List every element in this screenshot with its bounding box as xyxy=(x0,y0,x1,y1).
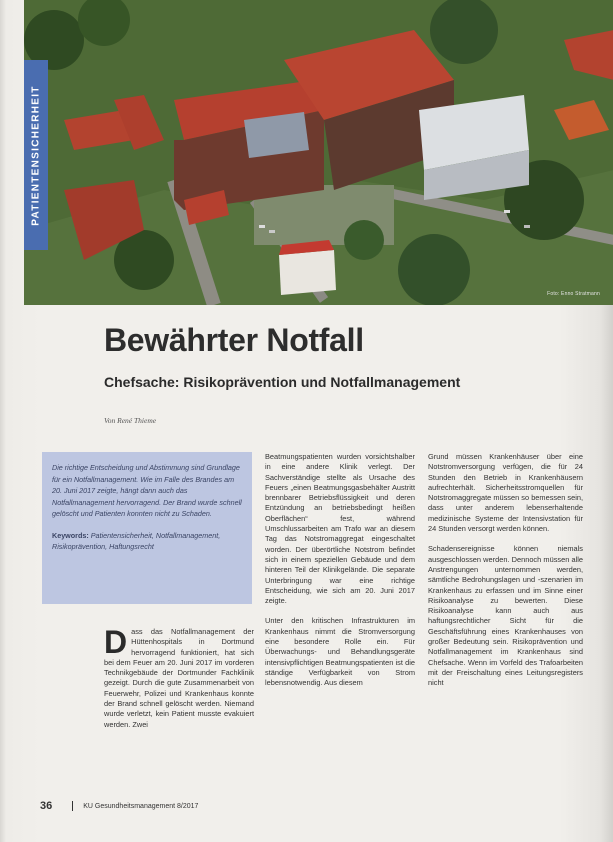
abstract-text: Die richtige Entscheidung und Abstimmung sind Grundlage für ein Notfallmanagement. Wie im Falle des Brandes am 20. Juni 2017 zeigte, hängt dann auch das Notfallmanagement hervorragend. Der Brand wurde schnell gelöscht und Patienten konnten nicht zu Schaden. xyxy=(52,463,242,518)
page-number: 36 xyxy=(40,800,53,812)
column-2-paragraph-2: Unter den kritischen Infrastrukturen im Krankenhaus nimmt die Stromversorgung eine besondere Rolle ein. Für Überwachungs- und Behandlungsgeräte intensivpflichtigen Beatmungspatienten ist die ständige Verfügbarkeit von Strom lebensnotwendig. Aus diesem xyxy=(265,616,415,688)
article-subtitle: Chefsache: Risikoprävention und Notfallmanagement xyxy=(104,374,461,390)
column-3-paragraph-1: Grund müssen Krankenhäuser über eine Notstromversorgung verfügen, die für 24 Stunden den Betrieb in Krankenhäusern aufrechterhält. Sicherheitsstromquellen für Notstromaggregate müssen so bemessen sein, dass unter anderem lebenserhaltende medizinische Systeme der Intensivstation für 24 Stunden versorgt werden können. xyxy=(428,452,583,534)
aerial-photo-drawing xyxy=(24,0,613,305)
page-footer xyxy=(40,800,588,812)
keywords xyxy=(52,530,242,553)
abstract-box xyxy=(42,452,252,604)
column-2-paragraph-1: Beatmungspatienten wurden vorsichtshalber in eine andere Klinik verlegt. Der Sachverständige stellte als Ursache des Feuers „einen Beatmungsgasbehälter Austritt brennbarer Betriebsflüssigkeit und deren Entzündung an betriebsbedingt heißen Oberflächen“ fest, während Umschlussarbeiten am Trafo war an diesem Tag das Notstromaggregat eingeschaltet worden. Der überörtliche Notstrom befindet sich in einem speziellen Gebäude und dem hinteren Teil der Klinikgelände. Die separate Unterbringung war eine richtige Entscheidung, wie sich am 20. Juni 2017 zeigte. xyxy=(265,452,415,606)
column-3-paragraph-2: Schadensereignisse können niemals ausgeschlossen werden. Dennoch müssen alle Anstrengungen unternommen werden, sämtliche Bedrohungslagen und -szenarien im Krankenhaus zu erfassen und im Sinne einer Risikoanalyse zu bewerten. Diese Risikoanalyse kann auch aus haftungsrechtlicher Sicht für die Geschäftsführung eines Krankenhauses von großer Bedeutung sein. Risikoprävention und Notfallmanagement im Krankenhaus sind Chefsache. Wenn im Vorfeld des Trafoarbeiten mit der Freischaltung eines Leitungsregisters nicht xyxy=(428,544,583,688)
footer-divider xyxy=(72,801,73,811)
article-headline: Bewährter Notfall xyxy=(104,322,364,358)
column-1-text: ass das Notfallmanagement der Hüttenhospitals in Dortmund hervorragend funktioniert, hat sich bei dem Feuer am 20. Juni 2017 im vorderen Technikgebäude der Dortmunder Fachklinik gezeigt. Durch die gute Zusammenarbeit von Feuerwehr, Polizei und Krankenhaus konnte der Brand schnell gelöscht werden. Niemand wurde verletzt, kein Patient musste evakuiert werden. Zwei xyxy=(104,627,254,729)
keywords-label: Keywords: xyxy=(52,530,89,540)
keywords-list: Patientensicherheit, Notfallmanagement, Risikoprävention, Haftungsrecht xyxy=(52,530,221,551)
photo-credit: Foto: Enno Stratmann xyxy=(547,291,600,297)
section-label: PATIENTENSICHERHEIT xyxy=(30,84,42,226)
publication-name: KU Gesundheitsmanagement 8/2017 xyxy=(83,802,199,810)
text-column-2 xyxy=(265,452,415,699)
article-author: Von René Thieme xyxy=(104,416,157,425)
aerial-hospital-photo xyxy=(24,0,613,305)
text-column-1 xyxy=(104,624,254,740)
section-tab xyxy=(24,60,48,250)
drop-cap: D xyxy=(104,624,128,660)
text-column-3 xyxy=(428,452,583,699)
column-1-paragraph xyxy=(104,624,254,730)
